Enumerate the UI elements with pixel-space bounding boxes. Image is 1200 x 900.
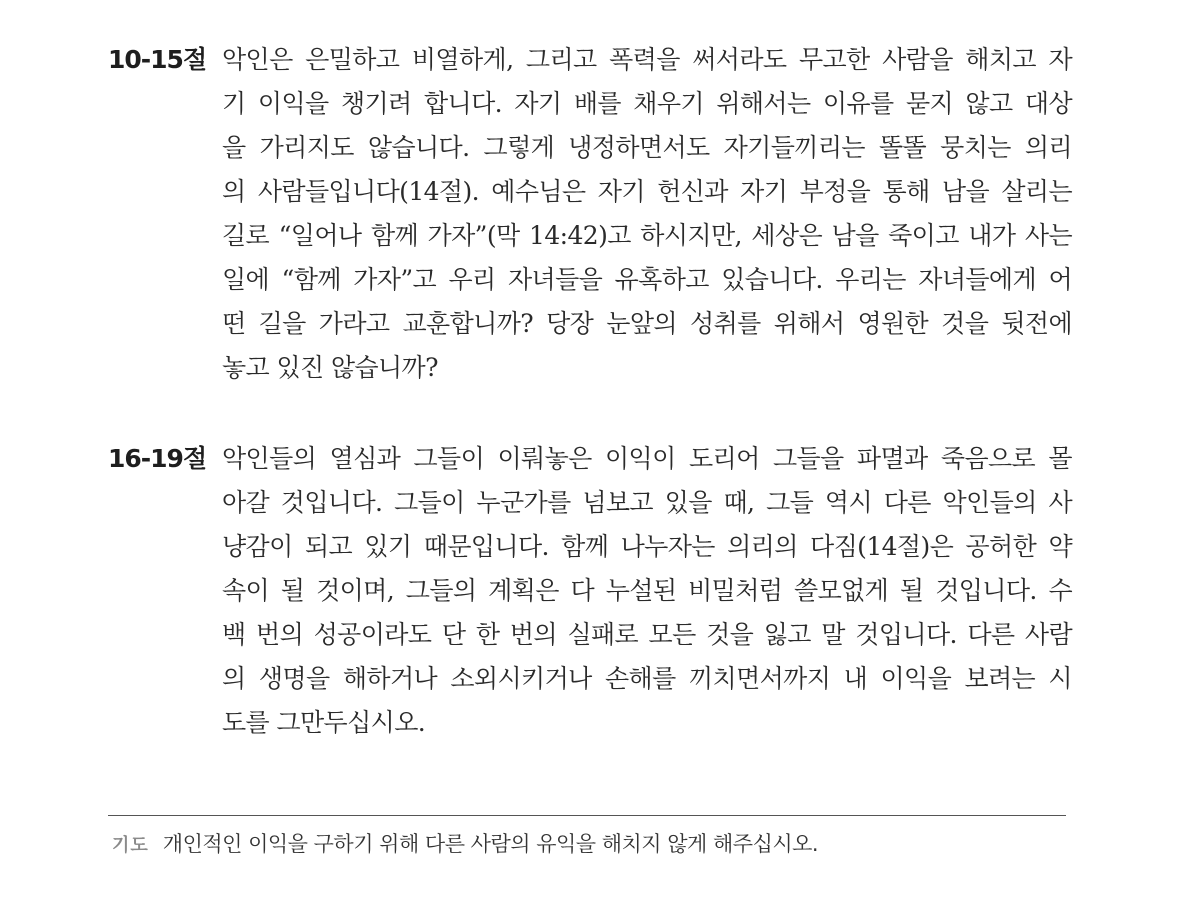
- commentary-line: 을 가리지도 않습니다. 그렇게 냉정하면서도 자기들끼리는 똘똘 뭉치는 의리: [222, 133, 1072, 162]
- prayer-text: 개인적인 이익을 구하기 위해 다른 사람의 유익을 해치지 않게 해주십시오.: [162, 832, 819, 856]
- commentary-line: 기 이익을 챙기려 합니다. 자기 배를 채우기 위해서는 이유를 묻지 않고 대상: [222, 89, 1072, 118]
- commentary-line: 의 생명을 해하거나 소외시키거나 손해를 끼치면서까지 내 이익을 보려는 시: [222, 664, 1072, 693]
- verse-commentary: [222, 437, 1072, 745]
- commentary-line: 냥감이 되고 있기 때문입니다. 함께 나누자는 의리의 다짐(14절)은 공허한 약: [222, 532, 1072, 561]
- commentary-line: 길로 “일어나 함께 가자”(막 14:42)고 하시지만, 세상은 남을 죽이고 내가 사는: [222, 221, 1072, 250]
- commentary-line: 도를 그만두십시오.: [222, 708, 426, 737]
- commentary-line: 떤 길을 가라고 교훈합니까? 당장 눈앞의 성취를 위해서 영원한 것을 뒷전에: [222, 309, 1072, 338]
- verse-commentary: [222, 38, 1072, 390]
- prayer-label: 기도: [112, 835, 149, 856]
- verse-label: 16-19절: [108, 444, 207, 473]
- prayer-section: [112, 826, 1072, 864]
- commentary-line: 놓고 있진 않습니까?: [222, 353, 438, 382]
- commentary-line: 아갈 것입니다. 그들이 누군가를 넘보고 있을 때, 그들 역시 다른 악인들의 사: [222, 488, 1072, 517]
- verse-label: 10-15절: [108, 45, 207, 74]
- commentary-line: 악인은 은밀하고 비열하게, 그리고 폭력을 써서라도 무고한 사람을 해치고 자: [222, 45, 1072, 74]
- section-divider: [108, 815, 1066, 816]
- commentary-line: 속이 될 것이며, 그들의 계획은 다 누설된 비밀처럼 쓸모없게 될 것입니다. 수: [222, 576, 1072, 605]
- commentary-line: 일에 “함께 가자”고 우리 자녀들을 유혹하고 있습니다. 우리는 자녀들에게 어: [222, 265, 1072, 294]
- commentary-line: 악인들의 열심과 그들이 이뤄놓은 이익이 도리어 그들을 파멸과 죽음으로 몰: [222, 444, 1072, 473]
- commentary-line: 의 사람들입니다(14절). 예수님은 자기 헌신과 자기 부정을 통해 남을 살리는: [222, 177, 1072, 206]
- commentary-line: 백 번의 성공이라도 단 한 번의 실패로 모든 것을 잃고 말 것입니다. 다른 사람: [222, 620, 1072, 649]
